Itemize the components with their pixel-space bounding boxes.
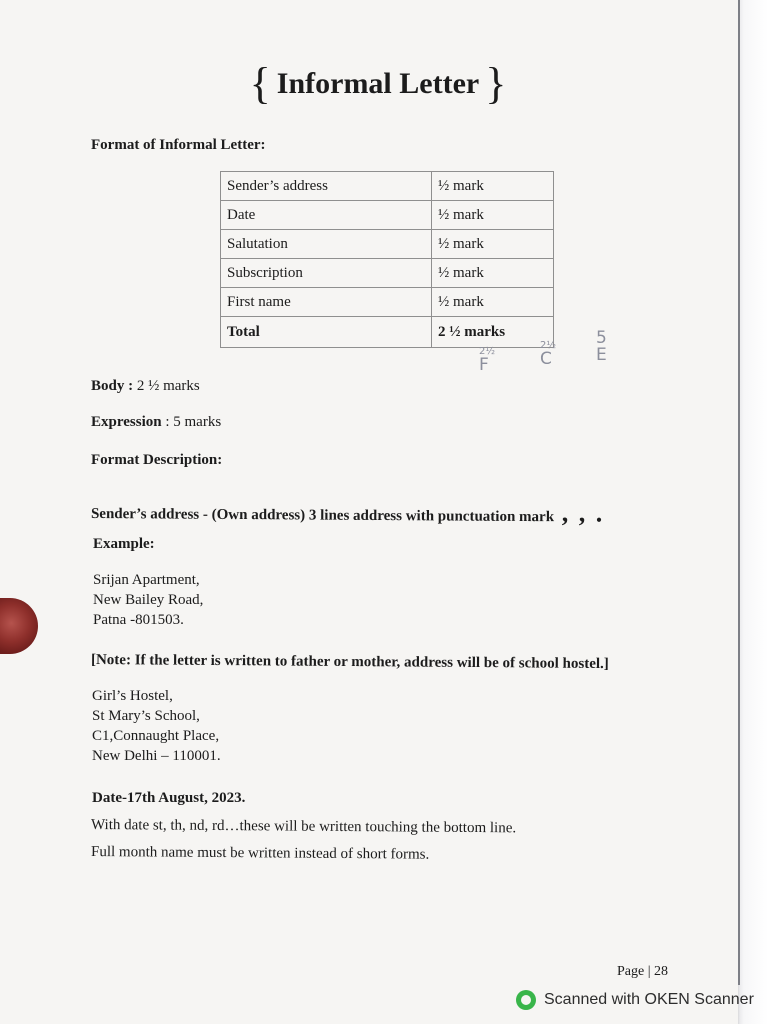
title-brace-open: { [249, 59, 271, 108]
address-line: Patna -801503. [93, 612, 184, 628]
total-mark: 2 ½ marks [432, 317, 554, 348]
annotation-f-value: 2½ [479, 346, 496, 357]
annotation-c [540, 341, 556, 368]
table-row [221, 172, 554, 201]
table-row [221, 230, 554, 259]
total-label: Total [221, 317, 432, 348]
row-label: First name [221, 288, 432, 317]
page-title [0, 58, 756, 109]
address-line: C1,Connaught Place, [92, 728, 220, 744]
row-mark: ½ mark [432, 259, 554, 288]
sender-address-rule [91, 495, 605, 529]
row-mark: ½ mark [432, 230, 554, 259]
table-row [221, 201, 554, 230]
body-value: 2 ½ marks [136, 378, 200, 394]
row-mark: ½ mark [432, 201, 554, 230]
row-label: Subscription [221, 259, 432, 288]
row-mark: ½ mark [432, 288, 554, 317]
row-mark: ½ mark [432, 172, 554, 201]
scanner-text: Scanned with OKEN Scanner [544, 991, 754, 1008]
address-line: St Mary’s School, [92, 708, 200, 724]
annotation-c-value: 2½ [540, 340, 557, 351]
address-line: New Delhi – 110001. [92, 748, 221, 764]
scanner-logo-icon [516, 990, 536, 1010]
expression-marks [91, 414, 221, 431]
annotation-f-letter: F [479, 355, 489, 375]
format-heading: Format of Informal Letter: [91, 137, 266, 153]
body-marks [91, 378, 200, 395]
page-edge-line [738, 0, 740, 985]
address-line: Girl’s Hostel, [92, 688, 173, 704]
row-label: Sender’s address [221, 172, 432, 201]
annotation-e-letter: E [596, 345, 607, 365]
marks-table [220, 171, 554, 348]
row-label: Salutation [221, 230, 432, 259]
row-label: Date [221, 201, 432, 230]
format-description-heading: Format Description: [91, 452, 223, 468]
expression-label: Expression [91, 414, 162, 430]
body-label: Body : [91, 378, 134, 394]
expression-value: : 5 marks [165, 414, 222, 430]
hostel-address [92, 686, 221, 766]
table-row [221, 259, 554, 288]
scanner-watermark [516, 990, 754, 1010]
annotation-e-value: 5 [596, 328, 607, 348]
title-text: Informal Letter [276, 67, 480, 100]
table-total-row [221, 317, 554, 348]
annotation-f [479, 347, 495, 374]
date-rule-2: Full month name must be written instead of short forms. [90, 844, 430, 863]
address-line: New Bailey Road, [93, 592, 204, 608]
example-address [93, 570, 203, 630]
annotation-e [596, 330, 607, 364]
thumb [0, 598, 38, 654]
sender-address-text: Sender’s address - (Own address) 3 lines address with punctuation mark [90, 506, 555, 526]
table-row [221, 288, 554, 317]
date-example: Date-17th August, 2023. [92, 790, 246, 806]
page-number: Page | 28 [617, 964, 669, 979]
punctuation-marks: , , . [561, 498, 605, 528]
example-label: Example: [93, 536, 155, 552]
date-rule-1: With date st, th, nd, rd…these will be written touching the bottom line. [90, 817, 517, 837]
note-text: [Note: If the letter is written to father or mother, address will be of school hostel.] [90, 652, 609, 673]
title-brace-close: } [485, 59, 507, 108]
annotation-c-letter: C [540, 349, 552, 369]
paper-edge-shadow [738, 0, 768, 1024]
address-line: Srijan Apartment, [93, 572, 200, 588]
